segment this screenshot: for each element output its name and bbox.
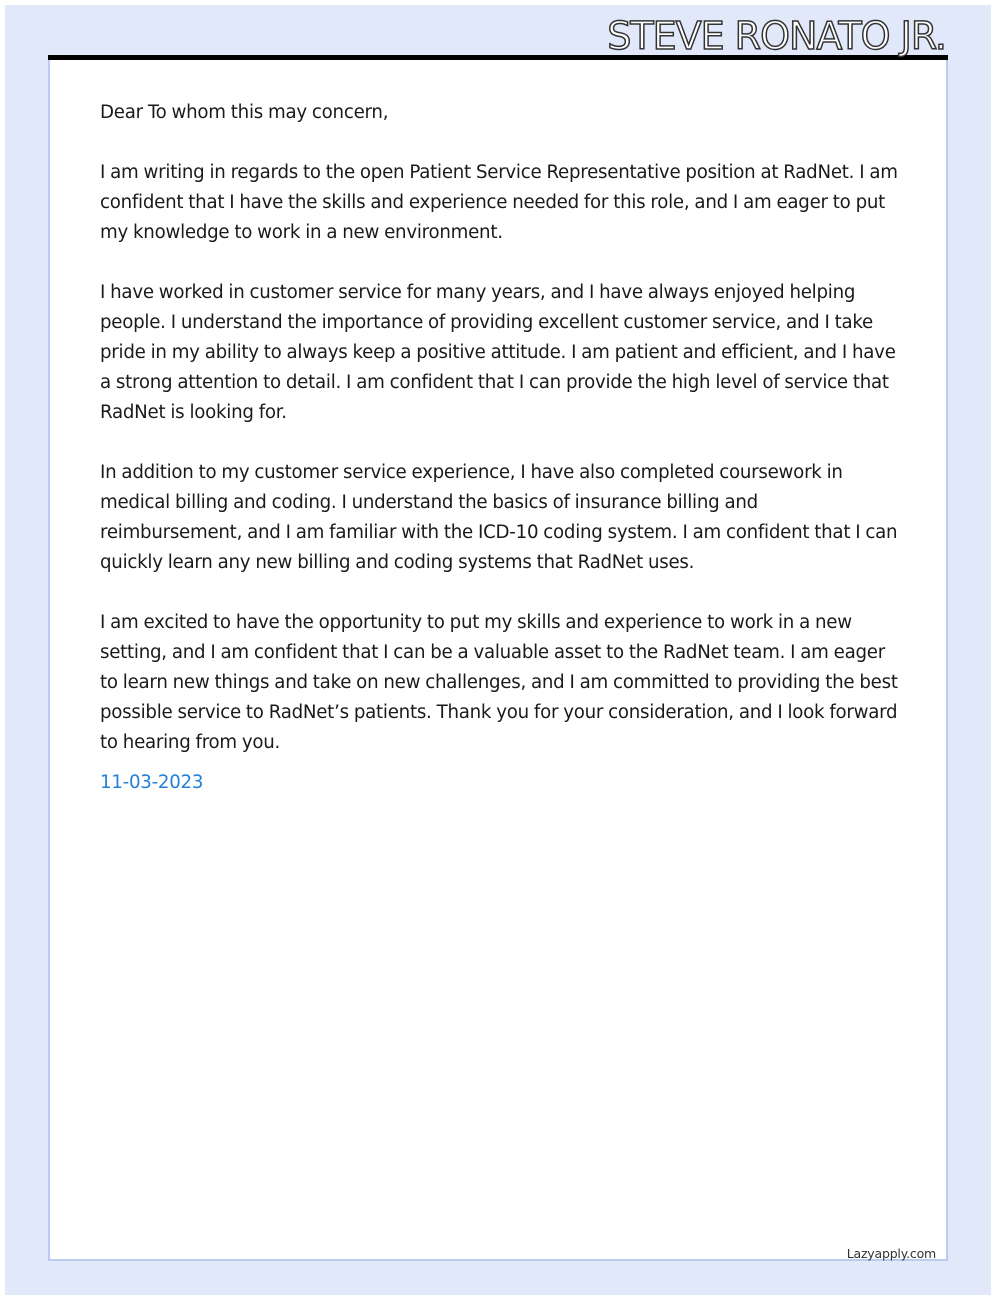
letter-date: 11-03-2023 — [100, 772, 204, 793]
letter-paragraph-2: I have worked in customer service for many years, and I have always enjoyed helping people. I understand the importance of providing excellent customer service, and I take pride in my ability to always keep a positive attitude. I am patient and efficient, and I have a strong attention to detail. I am confident that I can provide the high level of service that RadNet is looking for. — [100, 282, 896, 423]
letter-paragraph-4: I am excited to have the opportunity to put my skills and experience to work in a new setting, and I am confident that I can be a valuable asset to the RadNet team. I am eager to learn new things and take on new challenges, and I am committed to providing the best possible service to RadNet’s patients. Thank you for your consideration, and I look forward to hearing from you. — [100, 612, 898, 753]
letter-body — [100, 98, 900, 828]
letter-paragraph-1: I am writing in regards to the open Patient Service Representative position at RadNet. I am confident that I have the skills and experience needed for this role, and I am eager to put my knowledge to work in a new environment. — [100, 162, 898, 243]
applicant-name: STEVE RONATO JR. — [607, 14, 946, 58]
letter-paragraph-3: In addition to my customer service experience, I have also completed coursework in medical billing and coding. I understand the basics of insurance billing and reimbursement, and I am familiar with the ICD-10 coding system. I am confident that I can quickly learn any new billing and coding systems that RadNet uses. — [100, 462, 898, 573]
letter-salutation: Dear To whom this may concern, — [100, 102, 389, 123]
footer-brand: Lazyapply.com — [846, 1246, 936, 1261]
